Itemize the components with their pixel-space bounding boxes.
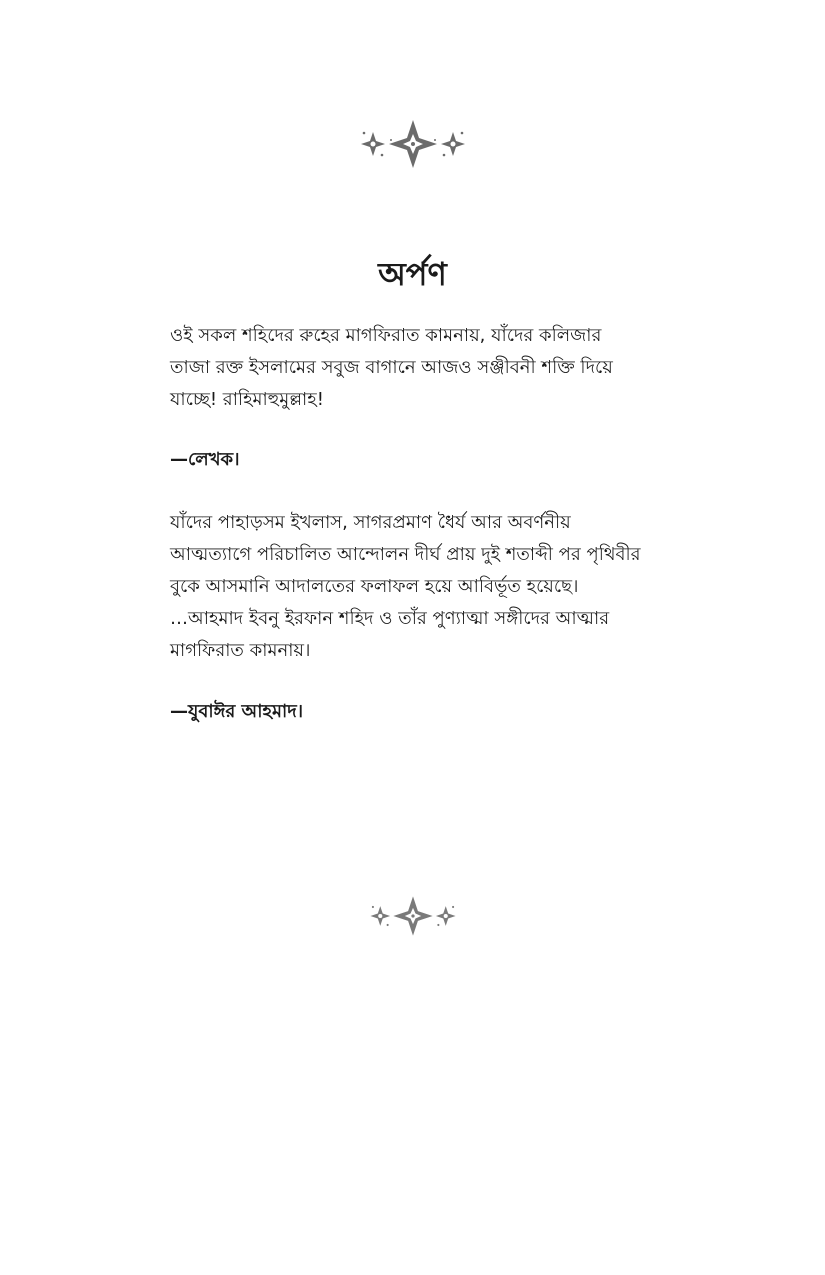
page-title: অর্পণ — [378, 255, 447, 293]
text-line: …আহমাদ ইবনু ইরফান শহিদ ও তাঁর পুণ্যাত্মা সঙ্গীদের আত্মার — [170, 608, 610, 629]
star-ornament-icon — [358, 118, 468, 170]
text-line: মাগফিরাত কামনায়। — [170, 640, 311, 661]
text-line: আত্মত্যাগে পরিচালিত আন্দোলন দীর্ঘ প্রায় দুই শতাব্দী পর পৃথিবীর — [170, 544, 641, 565]
translator-signature-block — [170, 696, 650, 728]
bottom-ornament — [0, 894, 825, 938]
author-signature-block — [170, 444, 650, 476]
text-line: ওই সকল শহিদের রুহের মাগফিরাত কামনায়, যাঁদের কলিজার — [170, 325, 602, 346]
dedication-author-text — [170, 320, 650, 416]
top-ornament — [0, 118, 825, 170]
author-signature: —লেখক। — [170, 449, 240, 470]
translator-signature: —যুবাঈর আহমাদ। — [170, 701, 304, 722]
text-line: যাচ্ছে! রাহিমাহুমুল্লাহ! — [170, 389, 324, 410]
star-ornament-icon — [368, 894, 458, 938]
dedication-translator-text — [170, 507, 650, 667]
text-line: তাজা রক্ত ইসলামের সবুজ বাগানে আজও সঞ্জীবনী শক্তি দিয়ে — [170, 357, 613, 378]
text-line: যাঁদের পাহাড়সম ইখলাস, সাগরপ্রমাণ ধৈর্য আর অবর্ণনীয় — [170, 512, 571, 533]
text-line: বুকে আসমানি আদালতের ফলাফল হয়ে আবির্ভূত হয়েছে। — [170, 576, 579, 597]
